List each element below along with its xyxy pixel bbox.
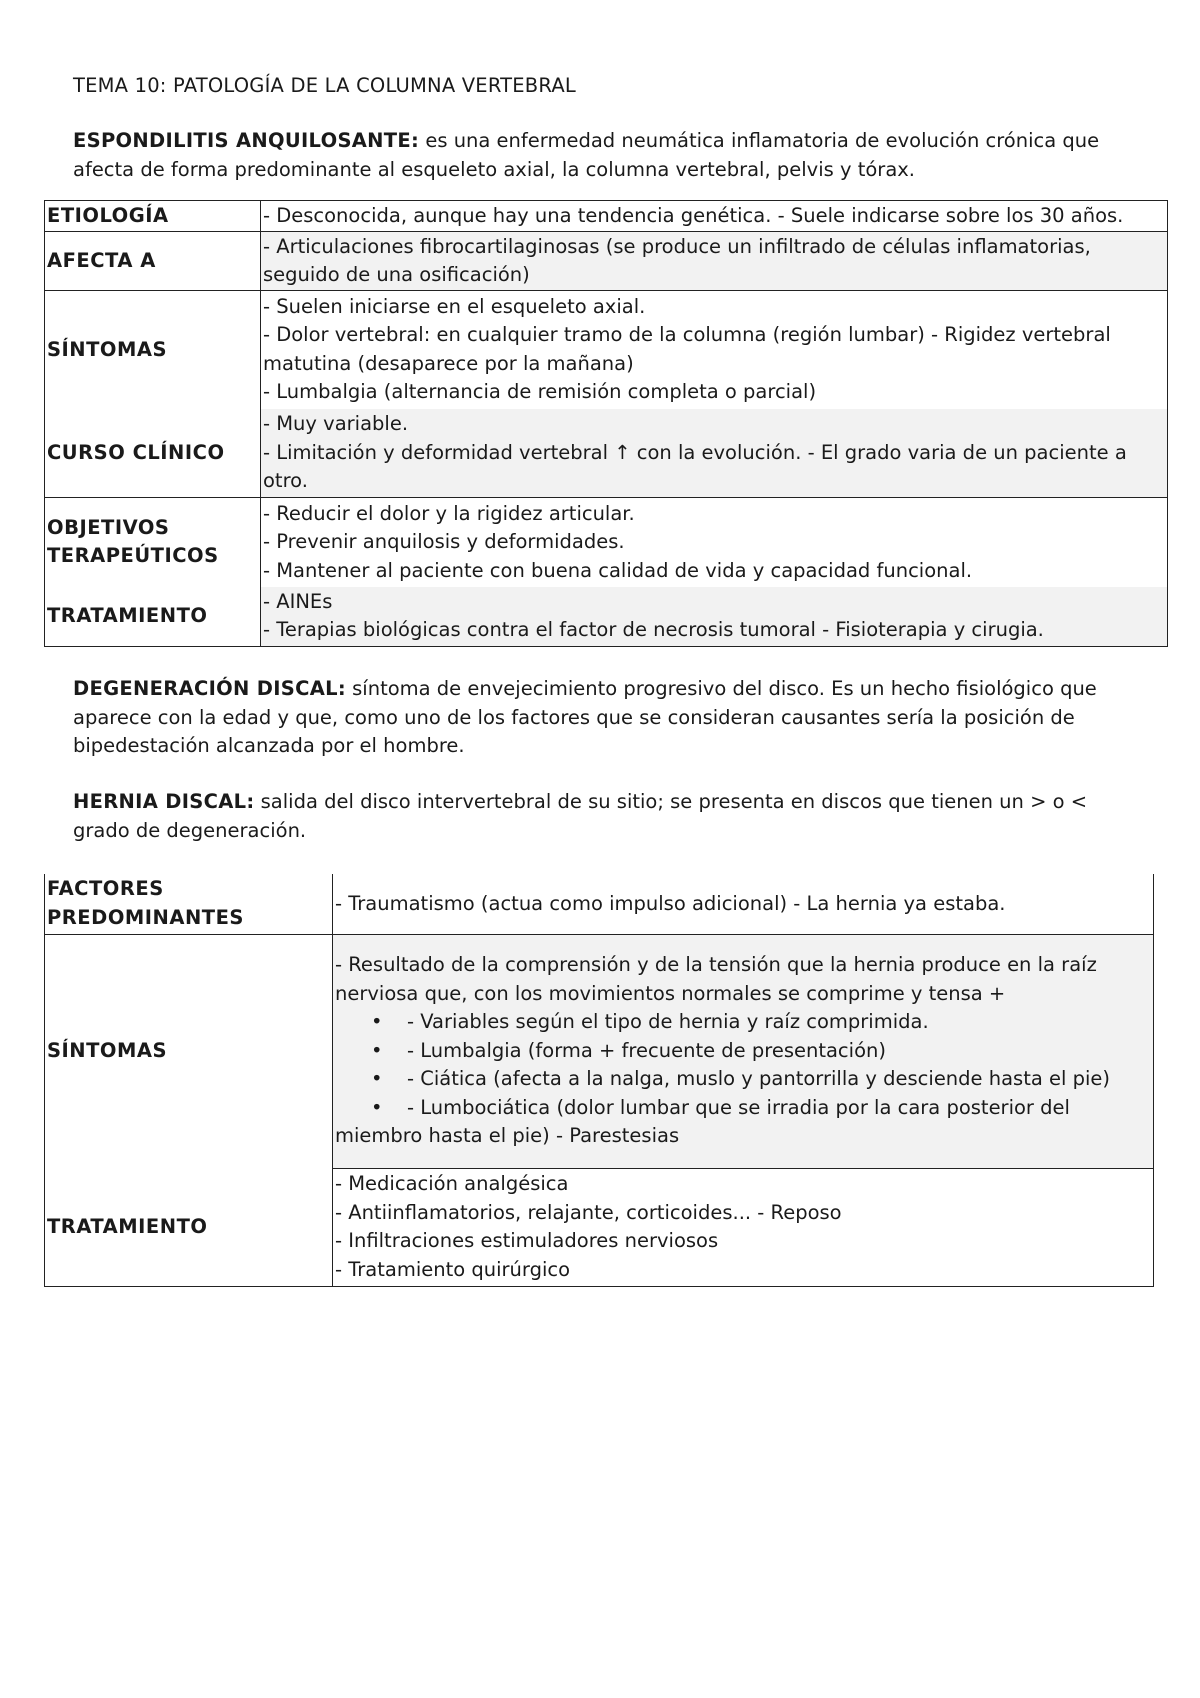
list-item [335,1094,1153,1151]
row-content-afecta [261,232,1168,291]
row-label-etiologia: ETIOLOGÍA [45,201,261,232]
content-line: - Articulaciones fibrocartilaginosas (se produce un infiltrado de células inflamatorias, seguido de una osificación) [263,234,1091,286]
row-label-curso: CURSO CLÍNICO [45,409,261,498]
row-content-sintomas [261,291,1168,409]
row-content-curso [261,409,1168,498]
table-row [45,201,1168,232]
degeneracion-term: DEGENERACIÓN DISCAL: [73,677,346,700]
content-line: - Medicación analgésica [335,1172,569,1195]
symptom-list [335,1008,1153,1151]
hernia-paragraph [73,788,1133,845]
content-line: - AINEs [263,589,333,613]
list-item: • - Ciática (afecta a la nalga, muslo y pantorrilla y desciende hasta el pie) [335,1065,1153,1094]
table-row [45,1168,1154,1286]
row-content-sintomas-hernia [333,934,1154,1168]
content-line: - Desconocida, aunque hay una tendencia genética. - Suele indicarse sobre los 30 años. [263,203,1124,227]
row-label-tratamiento: TRATAMIENTO [45,587,261,647]
espondilitis-term: ESPONDILITIS ANQUILOSANTE: [73,129,420,152]
content-line: - Terapias biológicas contra el factor de necrosis tumoral - Fisioterapia y cirugia. [263,618,1044,642]
hernia-definition: salida del disco intervertebral de su sitio; se presenta en discos que tienen un > o < grado de degeneración. [73,790,1088,842]
row-label-objetivos: OBJETIVOS TERAPEÚTICOS [45,498,261,587]
content-line: - Suelen iniciarse en el esqueleto axial. [263,294,646,318]
content-line: - Prevenir anquilosis y deformidades. [263,530,625,553]
espondilitis-paragraph [73,127,1133,184]
row-content-objetivos [261,498,1168,587]
row-label-sintomas-hernia: SÍNTOMAS [45,934,333,1168]
hernia-term: HERNIA DISCAL: [73,790,255,813]
content-line: - Infiltraciones estimuladores nerviosos [335,1229,719,1252]
row-content-etiologia [261,201,1168,232]
row-content-tratamiento-hernia [333,1168,1154,1286]
row-content-tratamiento [261,587,1168,647]
content-line: - Lumbalgia (alternancia de remisión completa o parcial) [263,380,817,404]
content-line: - Dolor vertebral: en cualquier tramo de la columna (región lumbar) - Rigidez vertebral matutina (desaparece por la mañana) [263,323,1111,375]
row-label-afecta: AFECTA A [45,232,261,291]
content-line: - Limitación y deformidad vertebral ↑ con la evolución. - El grado varia de un paciente a otro. [263,440,1127,492]
table-row [45,409,1168,498]
table-row [45,498,1168,587]
content-line: - Mantener al paciente con buena calidad de vida y capacidad funcional. [263,558,973,582]
list-item: • - Lumbalgia (forma + frecuente de presentación) [335,1037,1153,1066]
content-line: - Muy variable. [263,412,409,435]
degeneracion-paragraph [73,675,1133,761]
table-row [45,934,1154,1168]
espondilitis-definition: es una enfermedad neumática inflamatoria de evolución crónica que afecta de forma predominante al esqueleto axial, la columna vertebral, pelvis y tórax. [73,129,1100,181]
espondilitis-table [44,200,1168,647]
degeneracion-definition: síntoma de envejecimiento progresivo del disco. Es un hecho fisiológico que aparece con la edad y que, como uno de los factores que se consideran causantes sería la posición de bipedestación alcanzada por el hombre. [73,677,1097,757]
row-label-sintomas: SÍNTOMAS [45,291,261,409]
row-content-factores: - Traumatismo (actua como impulso adicional) - La hernia ya estaba. [333,874,1154,934]
content-line: - Tratamiento quirúrgico [335,1257,571,1281]
row-label-factores: FACTORES PREDOMINANTES [45,874,333,934]
document-title: TEMA 10: PATOLOGÍA DE LA COLUMNA VERTEBRAL [73,74,576,97]
list-item-text: - Lumbociática (dolor lumbar que se irradia por la cara posterior del miembro hasta el pie) - Parestesias [335,1095,1070,1148]
content-line: - Antiinflamatorios, relajante, corticoides... - Reposo [335,1200,842,1224]
row-label-tratamiento-hernia: TRATAMIENTO [45,1168,333,1286]
table-row [45,587,1168,647]
table-row [45,291,1168,409]
table-row [45,874,1154,934]
hernia-table [44,874,1154,1287]
list-item: • - Variables según el tipo de hernia y raíz comprimida. [335,1008,1153,1037]
content-line: - Resultado de la comprensión y de la tensión que la hernia produce en la raíz nerviosa que, con los movimientos normales se comprime y tensa + [335,953,1097,1005]
table-row [45,232,1168,291]
content-line: - Reducir el dolor y la rigidez articular. [263,501,635,525]
